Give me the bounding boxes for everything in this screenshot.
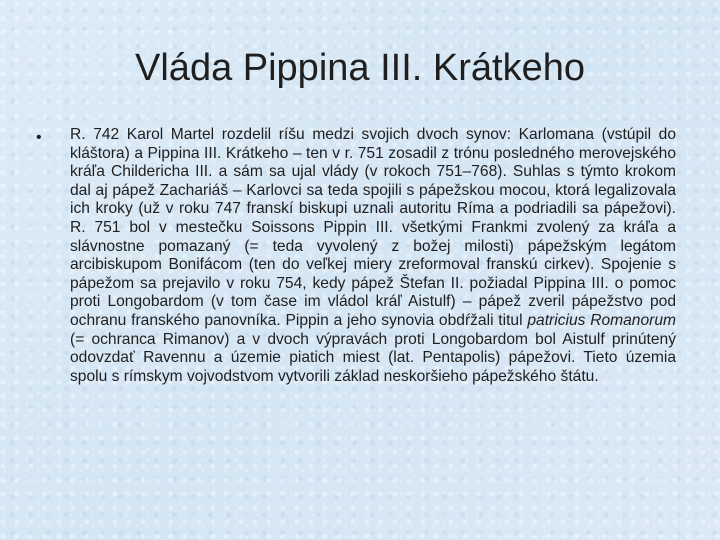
bullet-icon: • <box>36 129 42 146</box>
bullet-text <box>70 126 676 386</box>
slide-content <box>36 126 676 386</box>
bullet-text-part: (= ochranca Rimanov) a v dvoch výpravách proti Longobardom bol Aistulf prinútený odovzdať Ravennu a územie piatich miest (lat. Pentapolis) pápežovi. Tieto územia spolu s rímskym vojvodstvom vytvorili základ neskoršieho pápežského štátu. <box>70 330 676 385</box>
bullet-text-part: R. 742 Karol Martel rozdelil ríšu medzi svojich dvoch synov: Karlomana (vstúpil do kláštora) a Pippina III. Krátkeho – ten v r. 751 zosadil z trónu posledného merovejského kráľa Childericha III. a sám sa ujal vlády (v rokoch 751–768). Suhlas s týmto krokom dal aj pápež Zachariáš – Karlovci sa teda spojili s pápežskou mocou, ktorá legalizovala ich kroky (už v roku 747 franskí biskupi uznali autoritu Ríma a podriadili sa pápežovi). R. 751 bol v mestečku Soissons Pippin III. všetkými Frankmi zvolený za kráľa a slávnostne pomazaný (= teda vyvolený z božej milosti) pápežským legátom arcibiskupom Bonifácom (ten do veľkej miery zreformoval franskú cirkev). Spojenie s pápežom sa prejavilo v roku 754, kedy pápež Štefan II. požiadal Pippina III. o pomoc proti Longobardom (v tom čase im vládol kráľ Aistulf) – pápež zveril pápežstvo pod ochranu franského panovníka. Pippin a jeho synovia obdŕžali titul <box>70 126 676 329</box>
bullet-text-italic: patricius Romanorum <box>527 311 676 329</box>
bullet-item <box>36 126 676 386</box>
slide-title: Vláda Pippina III. Krátkeho <box>135 47 585 89</box>
